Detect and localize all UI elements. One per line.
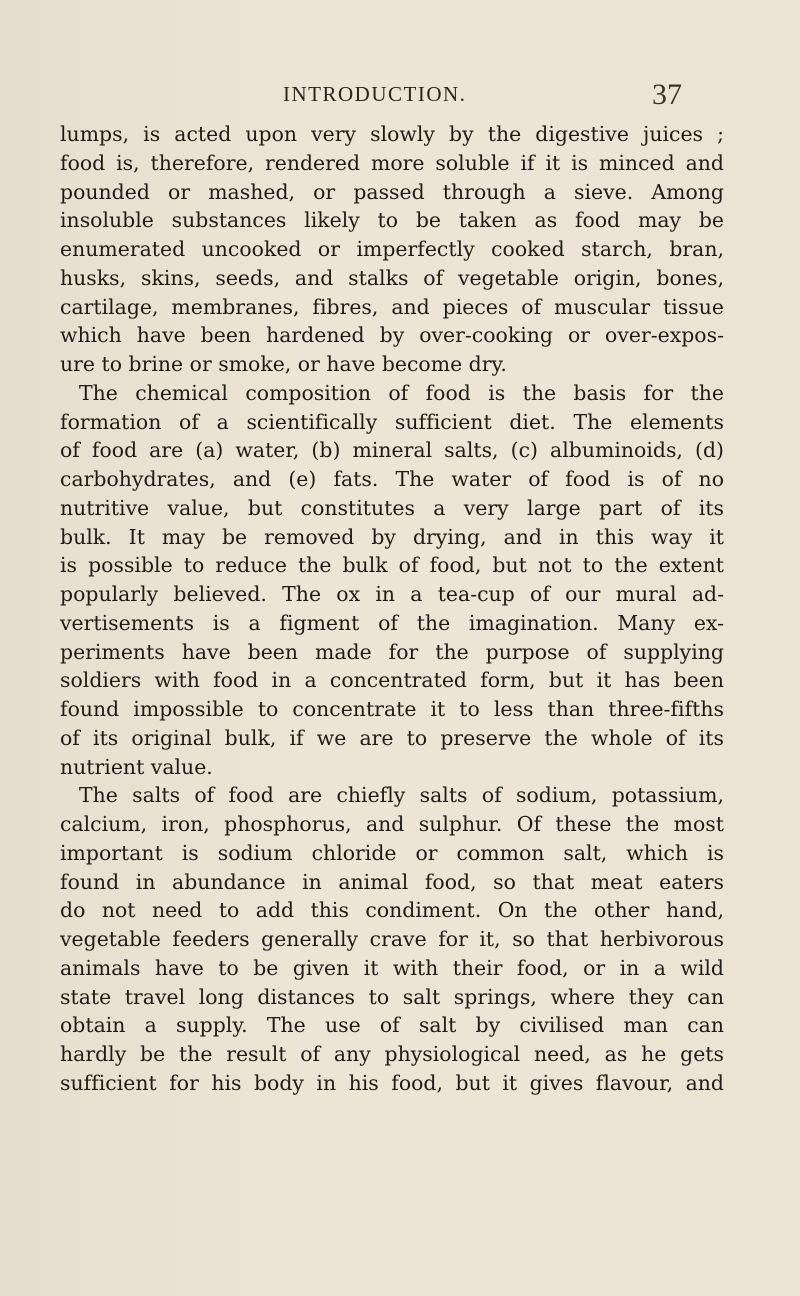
text-line: of food are (a) water, (b) mineral salts, (c) albuminoids, (d) — [60, 438, 724, 463]
text-line: vegetable feeders generally crave for it, so that herbivorous — [60, 927, 724, 951]
text-line: soldiers with food in a concentrated form, but it has been — [60, 668, 724, 693]
text-line: periments have been made for the purpose of supplying — [60, 639, 724, 664]
text-line: bulk. It may be removed by drying, and in this way it — [60, 524, 724, 549]
text-line: do not need to add this condiment. On the other hand, — [60, 898, 724, 923]
text-line: calcium, iron, phosphorus, and sulphur. Of these the most — [60, 812, 724, 836]
text-line: The chemical composition of food is the basis for the — [79, 380, 724, 405]
text-line: enumerated uncooked or imperfectly cooked starch, bran, — [60, 237, 724, 261]
text-line: cartilage, membranes, fibres, and pieces of muscular tissue — [60, 294, 724, 319]
page-header — [0, 78, 800, 122]
text-line: found in abundance in animal food, so that meat eaters — [60, 869, 724, 894]
text-line: carbohydrates, and (e) fats. The water of food is of no — [60, 467, 724, 491]
text-line: food is, therefore, rendered more soluble if it is minced and — [60, 150, 724, 175]
text-line: ure to brine or smoke, or have become dry. — [60, 352, 507, 376]
paragraph — [60, 379, 724, 782]
text-line: sufficient for his body in his food, but it gives flavour, and — [60, 1070, 724, 1095]
text-line: of its original bulk, if we are to preserve the whole of its — [60, 725, 724, 750]
text-line: found impossible to concentrate it to less than three-fifths — [60, 697, 724, 721]
text-line: obtain a supply. The use of salt by civilised man can — [60, 1013, 724, 1038]
text-line: The salts of food are chiefly salts of sodium, potassium, — [79, 783, 724, 808]
text-line: important is sodium chloride or common salt, which is — [60, 840, 724, 865]
text-line: is possible to reduce the bulk of food, but not to the extent — [60, 553, 724, 578]
text-line: pounded or mashed, or passed through a sieve. Among — [60, 179, 724, 204]
text-line: animals have to be given it with their food, or in a wild — [60, 955, 724, 980]
text-line: popularly believed. The ox in a tea-cup of our mural ad- — [60, 582, 724, 606]
paragraph — [60, 120, 724, 379]
text-line: state travel long distances to salt springs, where they can — [60, 984, 724, 1009]
text-line: lumps, is acted upon very slowly by the digestive juices ; — [60, 122, 724, 146]
text-line: vertisements is a figment of the imagination. Many ex- — [60, 610, 724, 635]
text-line: nutritive value, but constitutes a very large part of its — [60, 495, 724, 520]
paragraph — [60, 781, 724, 1097]
text-line: hardly be the result of any physiological need, as he gets — [60, 1042, 724, 1066]
running-head: INTRODUCTION. — [283, 82, 467, 106]
text-line: insoluble substances likely to be taken as food may be — [60, 208, 724, 233]
text-line: which have been hardened by over-cooking or over-expos- — [60, 323, 724, 348]
text-line: formation of a scientifically sufficient diet. The elements — [60, 409, 724, 434]
body-text — [60, 120, 724, 1098]
page-number: 37 — [652, 78, 682, 111]
text-line: nutrient value. — [60, 754, 213, 779]
text-line: husks, skins, seeds, and stalks of vegetable origin, bones, — [60, 265, 724, 290]
